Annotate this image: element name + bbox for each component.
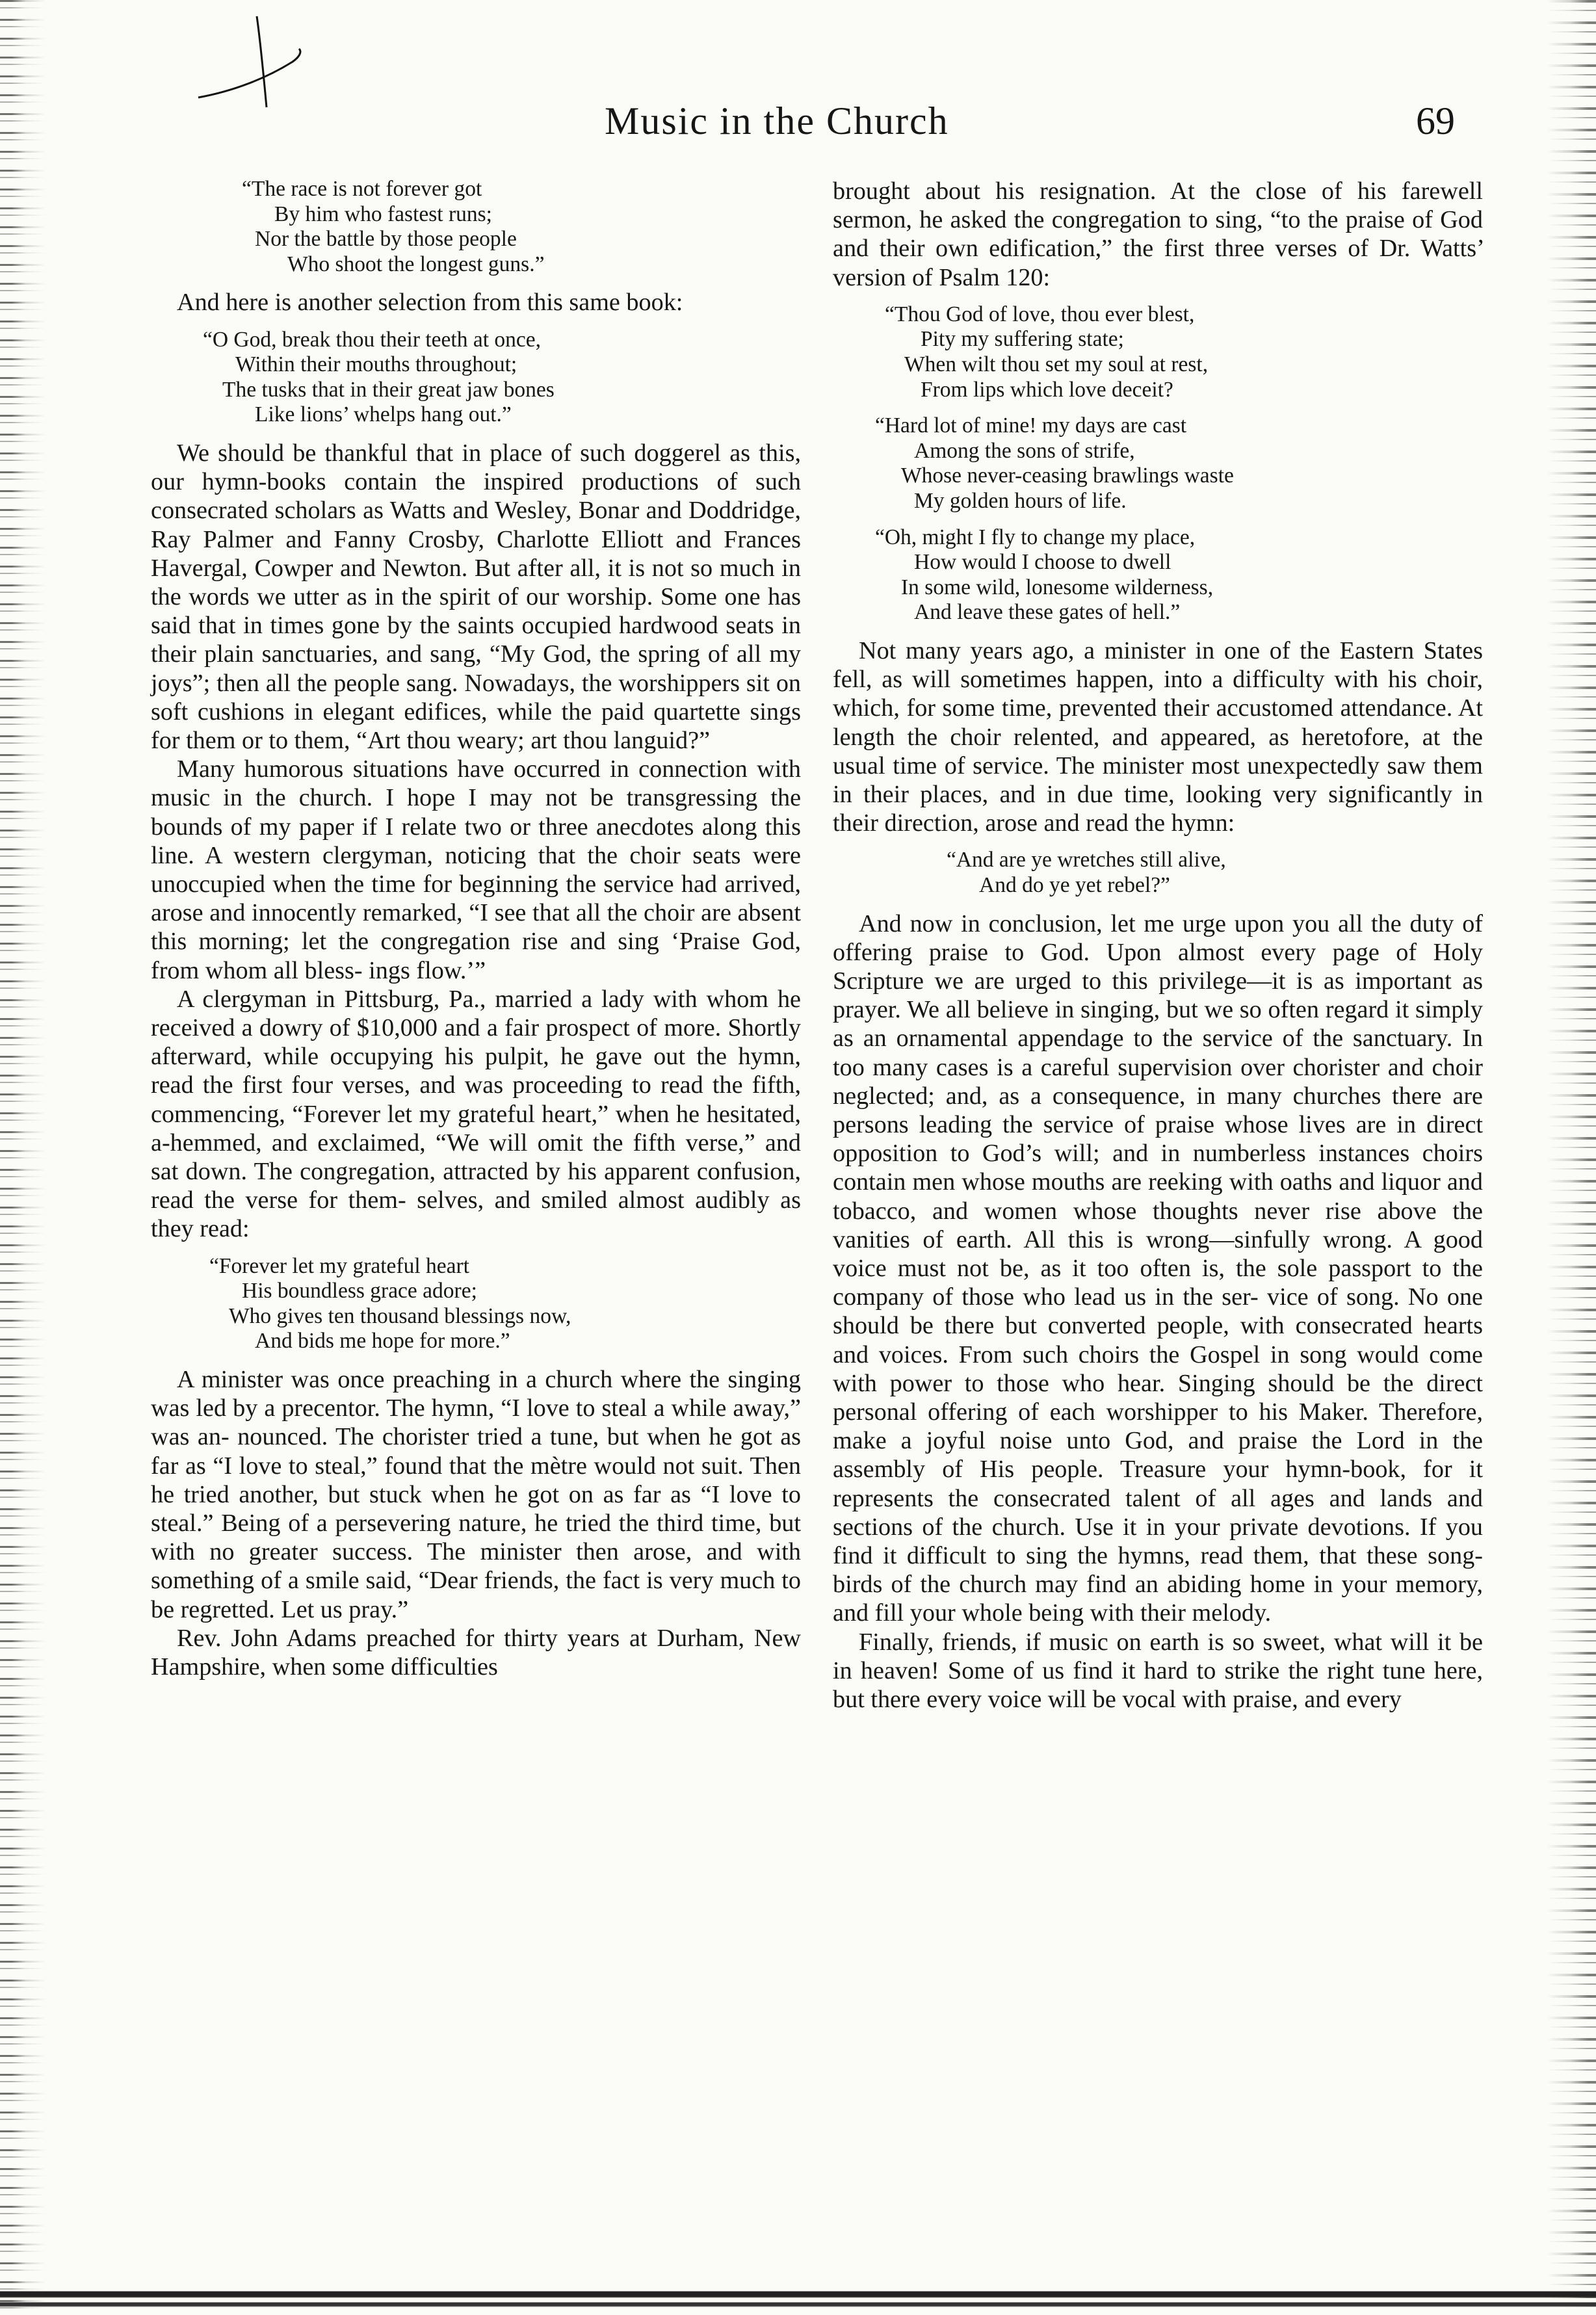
text-line: doggerel as this, our hymn-books contain the: [151, 439, 801, 496]
text-line: We all believe in singing, but we so often regard: [907, 996, 1389, 1024]
text-line: service of the sanctuary. In too many cases is: [833, 1025, 1484, 1081]
paragraph: [151, 755, 801, 985]
text-line: thoughts never rise above the vanities of earth.: [833, 1197, 1483, 1253]
verse-line: Among the sons of strife,: [914, 438, 1135, 463]
text-line: Singing should be the direct personal offering of: [833, 1369, 1483, 1426]
text-line: sit on soft cushions in elegant edifices, while the: [151, 669, 802, 726]
scan-edge-right: [1547, 0, 1596, 2315]
verse: [833, 848, 1483, 898]
verse: [151, 328, 801, 428]
verse-line: His boundless grace adore;: [242, 1279, 477, 1303]
text-line: book:: [626, 289, 683, 317]
text-line: steal.” Being of a persevering nature, he tried: [151, 1510, 611, 1537]
paragraph: [833, 636, 1483, 837]
verse-line: Who shoot the longest guns.”: [287, 252, 545, 276]
text-line: A clergyman in Pittsburg, Pa., married a lady: [177, 985, 644, 1013]
paragraph: [151, 1624, 801, 1681]
text-line: God’s will; and in numberless instances choirs: [982, 1140, 1483, 1168]
text-line: Durham, New Hampshire, when some difficulties: [151, 1624, 801, 1681]
text-line: each worshipper to his Maker. Therefore,: [1049, 1398, 1483, 1426]
text-line: neglected; and, as a consequence, in many: [833, 1082, 1282, 1110]
handwritten-cross-mark: [195, 13, 312, 111]
text-line: Eastern States fell, as will sometimes happen,: [833, 636, 1483, 694]
text-line: read the fifth, commencing, “Forever let my: [151, 1071, 802, 1128]
verse: [151, 1254, 801, 1354]
text-line: inspired productions of such consecrated scholars: [151, 468, 801, 525]
text-line: paid quartette sings for them or to them, “Art: [151, 698, 801, 754]
verse-line: “The race is not forever got: [242, 177, 482, 201]
text-line: and Frances Havergal, Cowper and Newton.: [151, 525, 801, 582]
text-line: with whom he received a dowry of $10,000 and: [151, 985, 801, 1042]
text-line: almost every page of Holy Scripture we are urged: [833, 938, 1484, 995]
text-line: where the singing was led by a precentor. The: [151, 1366, 802, 1422]
verse-line: “And are ye wretches still alive,: [947, 848, 1226, 872]
text-line: Many humorous situations have occurred in: [177, 755, 629, 783]
text-line: ings flow.’”: [369, 956, 486, 984]
verse-line: From lips which love deceit?: [921, 377, 1173, 402]
left-column: [151, 177, 801, 1681]
text-line: this line. A western clergyman, noticing that: [151, 813, 802, 869]
text-line: of praise whose lives are in direct opposition to: [833, 1110, 1484, 1168]
verse-line: When wilt thou set my soul at rest,: [904, 352, 1209, 376]
text-line: while occupying his pulpit, he gave out the hymn,: [263, 1043, 801, 1071]
text-line: to be regretted. Let us pray.”: [151, 1567, 802, 1623]
text-line: voices. From such choirs the Gospel in song: [878, 1341, 1347, 1368]
verse-line: “O God, break thou their teeth at once,: [203, 327, 541, 352]
text-line: you find it difficult to sing the hymns, read them,: [833, 1513, 1483, 1570]
text-line: We should be thankful that in place of such: [177, 439, 626, 467]
text-line: your hymn-book, for it represents the consecrated: [833, 1456, 1483, 1512]
text-line: as Watts and Wesley, Bonar and Doddridge,: [363, 497, 801, 525]
verse-line: Nor the battle by those people: [255, 227, 517, 252]
text-line: edification,” the first three verses of Dr. Watts’: [989, 235, 1484, 263]
text-line: nounced. The chorister tried a tune, but when: [237, 1423, 701, 1451]
text-line: grateful heart,” when he hesitated, a-hemmed,: [151, 1100, 801, 1157]
text-line: Rev. John Adams preached for thirty years at: [177, 1624, 648, 1652]
text-line: would come with power to those who hear.: [833, 1341, 1484, 1397]
text-line: hard to strike the right tune here, but there: [833, 1656, 1483, 1714]
text-line: he got as far as “I love to steal,” found that the: [151, 1423, 802, 1480]
text-line: to sing, “to the praise of God and their own: [833, 206, 1483, 263]
verse-line: The tusks that in their great jaw bones: [222, 377, 555, 402]
text-line: and sat down. The congregation, attracted by: [151, 1129, 802, 1186]
verse-line: How would I choose to dwell: [914, 550, 1171, 575]
text-line: church. Use it in your private devotions. If: [991, 1513, 1437, 1541]
verse-line: Who gives ten thousand blessings now,: [229, 1303, 571, 1328]
paragraph: [151, 439, 801, 755]
verse: [833, 302, 1483, 402]
text-line: At length the choir relented, and appeared, as: [833, 694, 1484, 751]
text-line: make a joyful noise unto God, and praise the: [833, 1427, 1342, 1455]
text-line: Ray Palmer and Fanny Crosby, Charlotte Elliott: [151, 525, 664, 553]
verse-line: Within their mouths throughout;: [235, 352, 517, 377]
verse-line: And bids me hope for more.”: [255, 1329, 510, 1354]
page-number: 69: [1416, 99, 1455, 142]
text-line: read the first four verses, and was proceeding to: [151, 1071, 651, 1099]
text-line: time, prevented their accustomed attendance.: [1001, 694, 1453, 722]
text-line: his apparent confusion, read the verse for them-: [151, 1158, 801, 1214]
text-line: the choir seats were unoccupied when the time: [151, 841, 801, 898]
text-line: churches there are persons leading the service: [833, 1082, 1483, 1138]
text-line: abiding home in your memory, and fill your: [833, 1571, 1483, 1627]
running-title: Music in the Church: [605, 99, 949, 142]
text-line: Finally, friends, if music on earth is so sweet,: [859, 1628, 1326, 1656]
text-line: All this is wrong—sinfully wrong. A good voice: [833, 1225, 1483, 1282]
text-line: a careful supervision over chorister and choir: [1021, 1053, 1483, 1081]
verse-line: Like lions’ whelps hang out.”: [255, 402, 512, 427]
text-line: brought about his resignation. At the close of: [833, 177, 1342, 205]
text-line: minister most unexpectedly saw them in their: [833, 752, 1483, 808]
text-line: thou weary; art thou languid?”: [406, 726, 711, 754]
verse-line: In some wild, lonesome wilderness,: [901, 575, 1214, 599]
verse: [151, 177, 801, 277]
text-line: contain men whose mouths are reeking with: [833, 1168, 1274, 1196]
paragraph: [833, 1628, 1483, 1714]
text-line: must not be, as it too often is, the sole passport: [897, 1254, 1411, 1282]
paragraph: [151, 985, 801, 1244]
text-line: Not many years ago, a minister in one of the: [859, 636, 1330, 664]
text-line: all the people sang. Nowadays, the worshippers: [265, 669, 740, 697]
text-line: talent of all ages and lands and sections of the: [833, 1484, 1484, 1541]
text-line: whole being with their melody.: [962, 1599, 1272, 1627]
text-line: heretofore, at the usual time of service. The: [833, 723, 1483, 779]
verse-line: Whose never-ceasing brawlings waste: [901, 464, 1234, 488]
text-line: paper if I relate two or three anecdotes along: [298, 813, 757, 841]
paragraph: [151, 1365, 801, 1624]
text-line: places, and in due time, looking very significantly: [920, 780, 1452, 808]
paragraph: [151, 288, 801, 317]
text-line: But after all, it is not so much in the words we: [151, 554, 801, 610]
text-line: Lord in the assembly of His people. Treasure: [833, 1427, 1483, 1484]
text-line: are absent this morning; let the congregation: [151, 899, 801, 956]
text-line: innocently remarked, “I see that all the choir: [252, 899, 695, 927]
text-line: all the duty of offering praise to God. Upon: [833, 909, 1484, 966]
text-line: to this privilege—it is as important as prayer.: [833, 967, 1483, 1024]
text-line: version of Psalm 120:: [833, 263, 1051, 291]
text-line: into a difficulty with his choir, which, for some: [833, 666, 1484, 722]
verse-line: “Hard lot of mine! my days are cast: [875, 413, 1187, 438]
text-line: oaths and liquor and tobacco, and women whose: [833, 1168, 1483, 1225]
text-line: hymn, “I love to steal a while away,” was an-: [151, 1394, 801, 1451]
text-line: sang, “My God, the spring of all my joys”; then: [151, 640, 801, 697]
text-line: The minister then arose, and with something of: [151, 1538, 802, 1595]
text-line: it simply as an ornamental appendage to the: [833, 996, 1483, 1053]
text-line: rise and sing ‘Praise God, from whom all bless-: [151, 928, 801, 984]
verse: [833, 413, 1483, 514]
scan-edge-left: [0, 0, 46, 2315]
right-column: [833, 177, 1483, 1714]
text-line: his farewell sermon, he asked the congregation: [833, 177, 1483, 234]
text-line: for beginning the service had arrived, arose and: [151, 870, 801, 927]
verse-line: “Thou God of love, thou ever blest,: [885, 302, 1195, 326]
text-line: a fair prospect of more. Shortly afterward,: [151, 1014, 802, 1071]
verse-line: “Oh, might I fly to change my place,: [875, 525, 1196, 549]
text-line: And here is another selection from this same: [177, 289, 620, 317]
verse-line: My golden hours of life.: [914, 488, 1127, 513]
verse-line: And do ye yet rebel?”: [979, 872, 1170, 897]
text-line: a smile said, “Dear friends, the fact is very much: [287, 1567, 776, 1595]
text-line: connection with music in the church. I hope I: [151, 755, 802, 812]
text-line: in their direction, arose and read the hymn:: [833, 780, 1483, 837]
text-line: hardwood seats in their plain sanctuaries, and: [151, 612, 802, 668]
text-line: mètre would not suit. Then he tried another,: [151, 1452, 801, 1508]
text-line: to the company of those who lead us in the ser-: [833, 1254, 1484, 1311]
verse-line: “Forever let my grateful heart: [209, 1253, 469, 1278]
text-line: and exclaimed, “We will omit the fifth verse,”: [271, 1129, 755, 1157]
text-line: may not be transgressing the bounds of my: [151, 784, 802, 841]
text-line: every voice will be vocal with praise, and every: [926, 1686, 1402, 1714]
verse-line: By him who fastest runs;: [274, 202, 492, 226]
text-line: but stuck when he got on as far as “I love to: [328, 1480, 801, 1508]
text-line: selves, and smiled almost audibly as they read:: [151, 1186, 801, 1243]
text-line: vice of song. No one should be there but: [833, 1283, 1483, 1340]
text-line: utter as in the spirit of our worship. Some one: [293, 582, 761, 610]
paragraph: [833, 909, 1483, 1628]
text-line: And now in conclusion, let me urge upon you: [859, 909, 1330, 937]
text-line: A minister was once preaching in a church: [177, 1366, 613, 1394]
text-line: that these song-birds of the church may find an: [833, 1542, 1484, 1599]
scan-edge-bottom: [0, 2286, 1596, 2315]
text-line: what will it be in heaven! Some of us find it: [833, 1628, 1483, 1684]
text-line: the third time, but with no greater success.: [151, 1510, 801, 1566]
text-line: has said that in times gone by the saints occupied: [151, 582, 802, 640]
verse: [833, 525, 1483, 625]
paragraph: [833, 177, 1483, 292]
verse-line: And leave these gates of hell.”: [914, 600, 1181, 625]
text-line: converted people, with consecrated hearts and: [833, 1312, 1483, 1368]
verse-line: Pity my suffering state;: [921, 327, 1124, 352]
